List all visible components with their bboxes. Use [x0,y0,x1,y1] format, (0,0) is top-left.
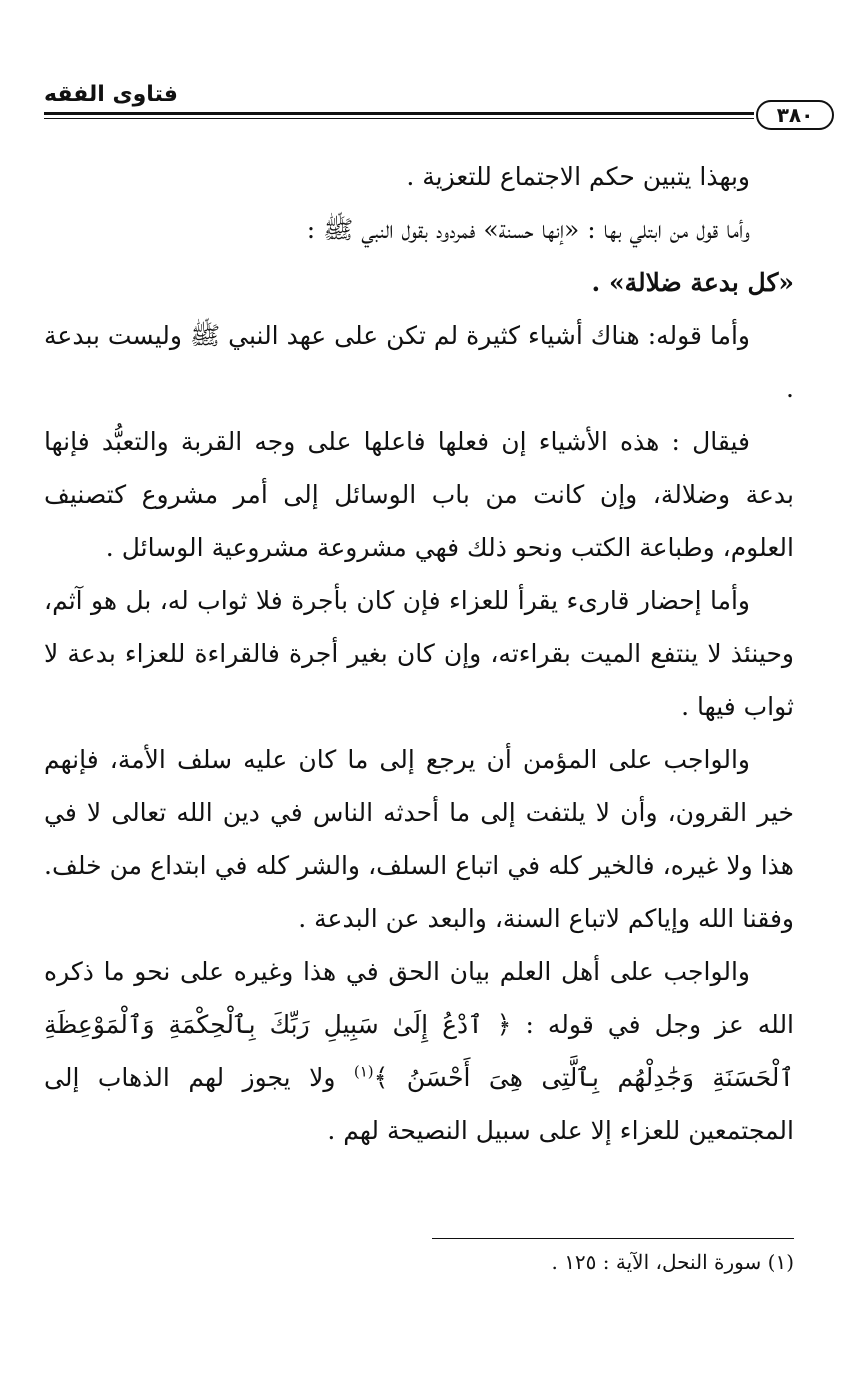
main-text [44,150,794,1157]
paragraph: فيقال : هذه الأشياء إن فعلها فاعلها على وجه القربة والتعبُّد فإنها بدعة وضلالة، وإن كانت من باب الوسائل إلى أمر مشروع كتصنيف العلوم، وطباعة الكتب ونحو ذلك فهي مشروعة مشروعية الوسائل . [44,427,794,562]
paragraph: وبهذا يتبين حكم الاجتماع للتعزية . [406,162,750,191]
paragraph [44,203,794,256]
hadith-quote: «كل بدعة ضلالة» . [591,268,794,297]
paragraph [44,945,794,1157]
footnote: (١) سورة النحل، الآية : ١٢٥ . [551,1250,794,1274]
page-header [44,76,834,130]
running-title: فتاوى الفقه [44,82,178,107]
header-rule-thin [44,118,754,119]
footnote-rule [432,1238,794,1239]
paragraph: والواجب على المؤمن أن يرجع إلى ما كان عليه سلف الأمة، فإنهم خير القرون، وأن لا يلتفت إلى ما أحدثه الناس في دين الله تعالى لا في هذا ولا غيره، فالخير كله في اتباع السلف، والشر كله في ابتداع من خلف. وفقنا الله وإياكم لاتباع السنة، والبعد عن البدعة . [44,745,794,933]
paragraph: وأما قوله: هناك أشياء كثيرة لم تكن على عهد النبي ﷺ وليست ببدعة . [44,321,794,403]
page-number: ٣٨٠ [756,100,834,130]
paragraph-text: وأما قول من ابتلي بها : «إنها حسنة» فمردود بقول النبي ﷺ : [306,215,750,244]
paragraph-text: والواجب على أهل العلم بيان الحق في هذا وغيره على نحو ما ذكره الله عز وجل في قوله : [44,957,795,1039]
paragraph-text: ولا يجوز لهم الذهاب إلى المجتمعين للعزاء إلا على سبيل النصيحة لهم . [44,1063,794,1145]
quran-verse: ﴿ ٱدْعُ إِلَىٰ سَبِيلِ رَبِّكَ بِٱلْحِكْمَةِ وَٱلْمَوْعِظَةِ ٱلْحَسَنَةِ وَجَٰدِلْهُم بِٱلَّتِى هِىَ أَحْسَنُ ﴾ [44,1010,794,1092]
paragraph: وأما إحضار قارىء يقرأ للعزاء فإن كان بأجرة فلا ثواب له، بل هو آثم، وحينئذ لا ينتفع الميت بقراءته، وإن كان بغير أجرة فالقراءة للعزاء بدعة لا ثواب فيها . [44,586,794,721]
footnote-ref: (١) [353,1062,374,1081]
header-rule-thick [44,112,754,115]
